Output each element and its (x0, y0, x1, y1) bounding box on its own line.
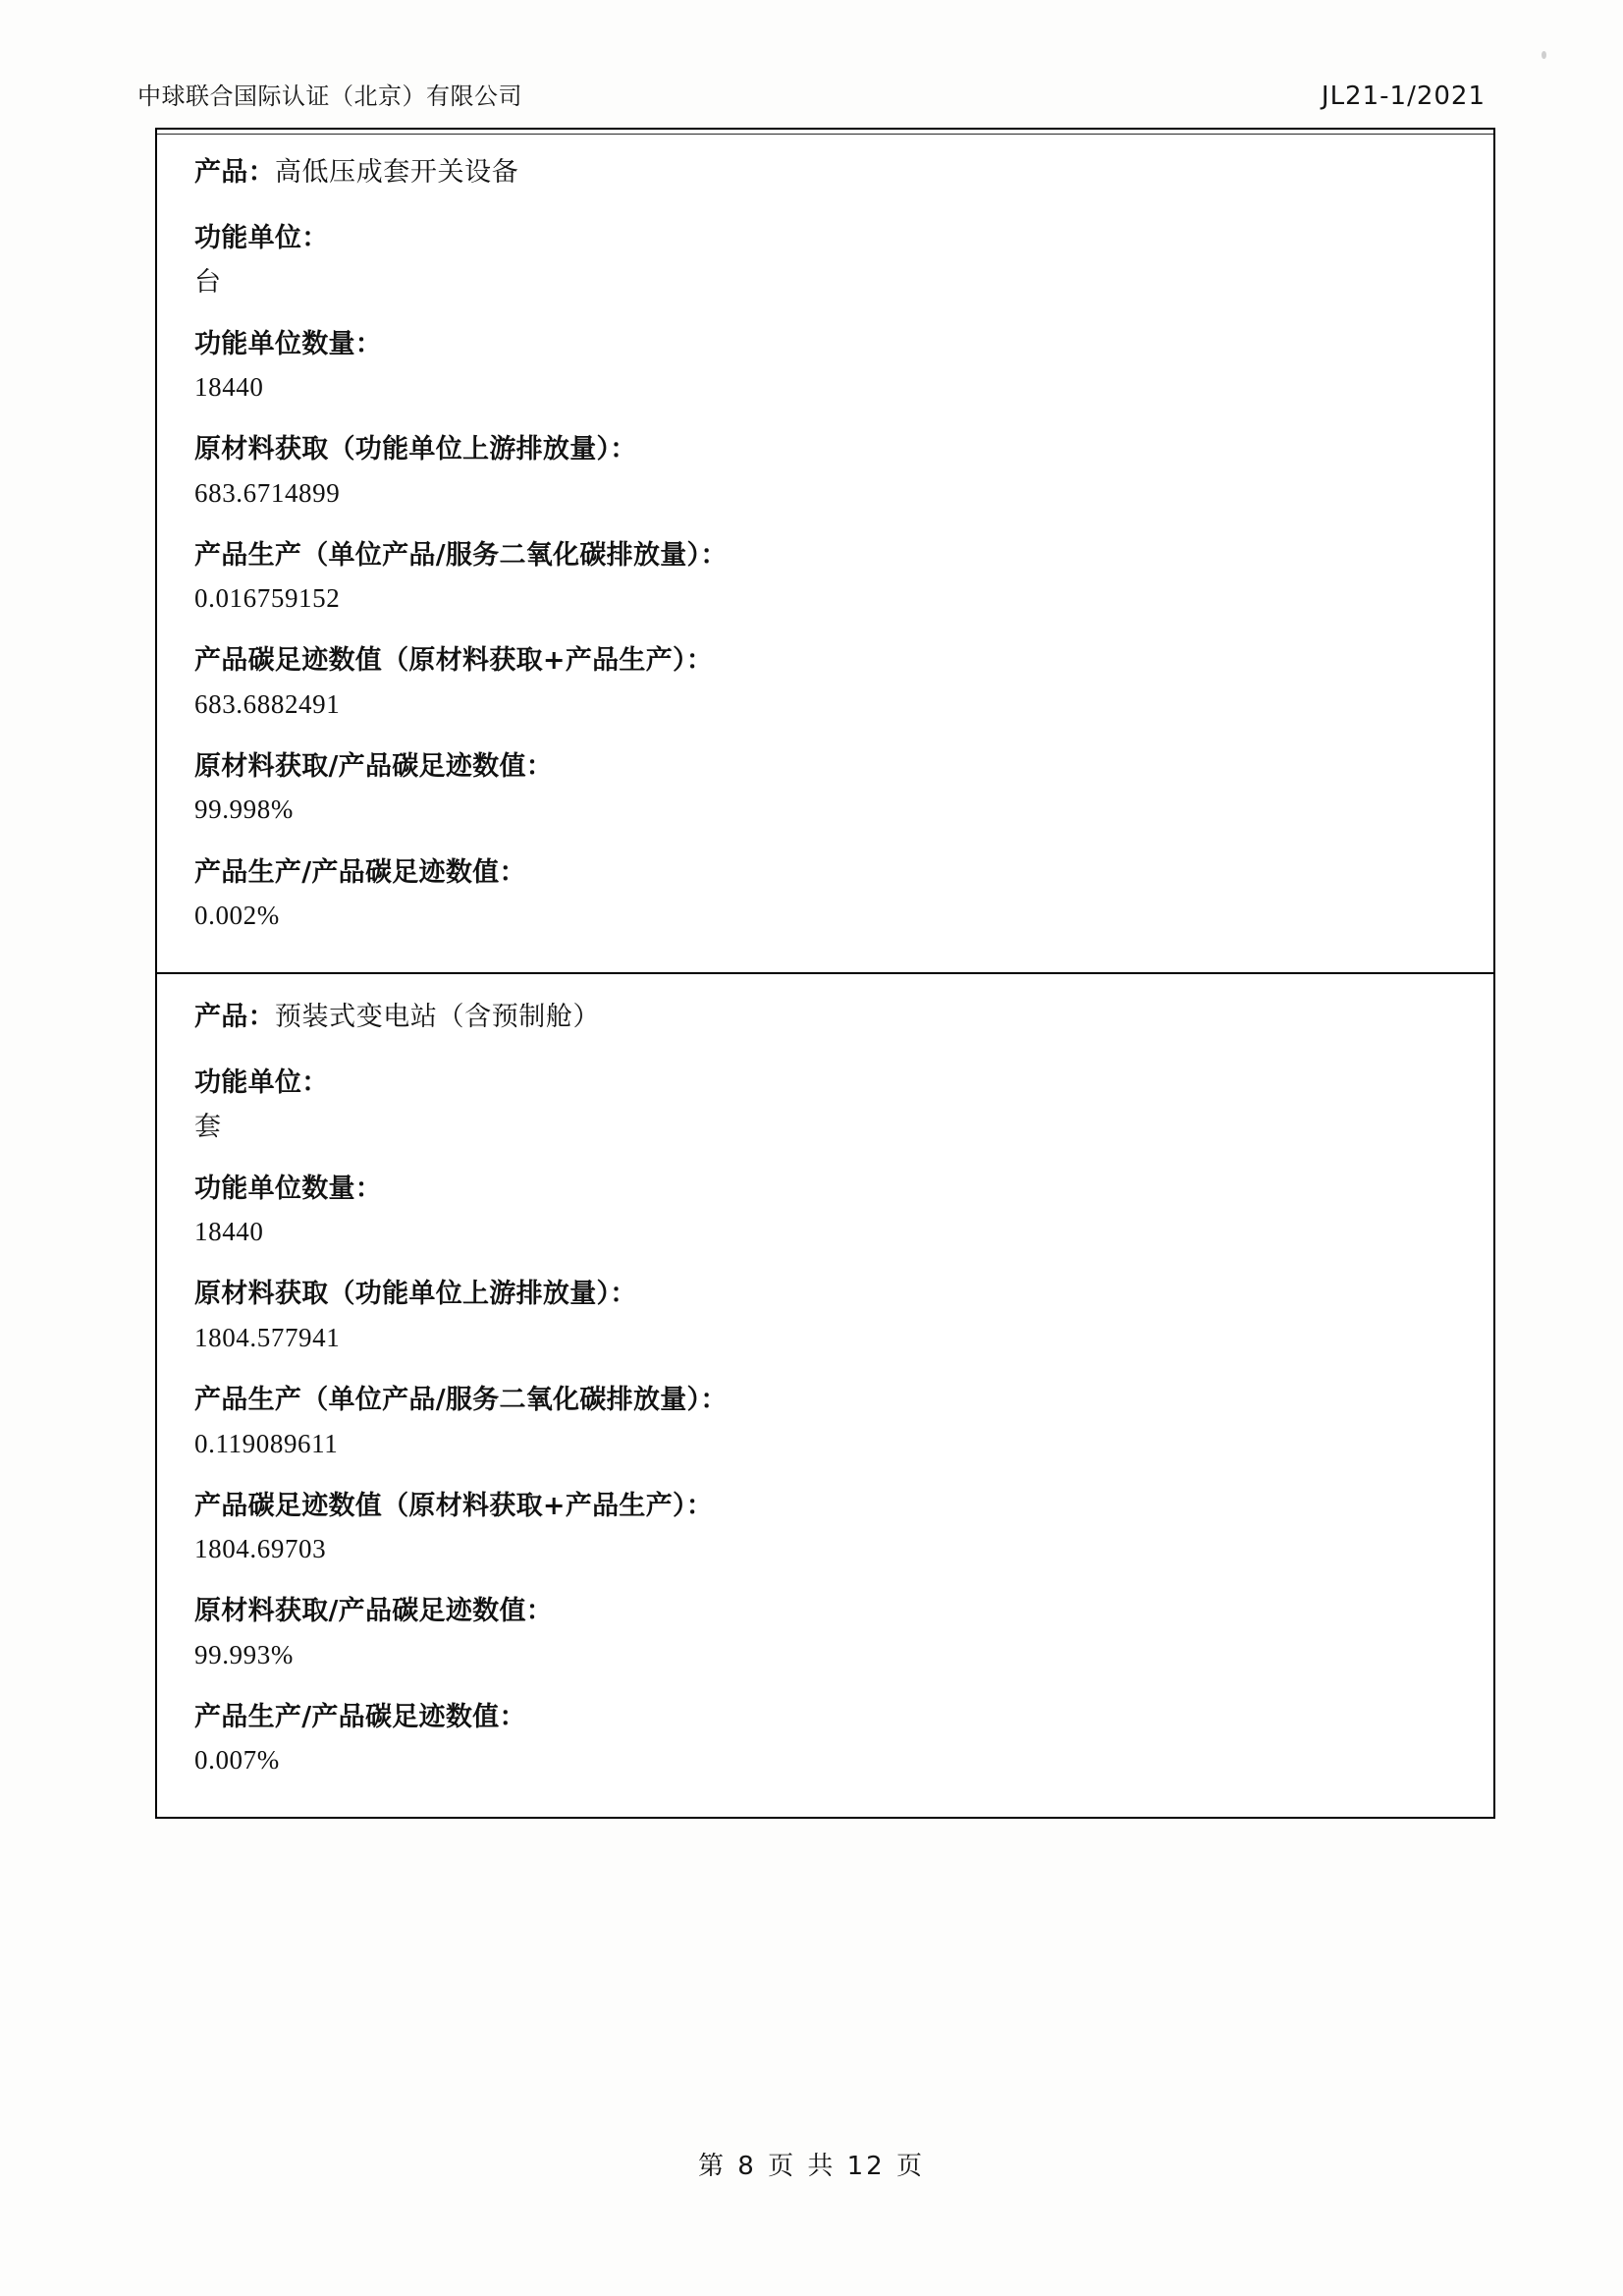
field-value: 0.016759152 (194, 583, 341, 614)
field-label: 产品生产（单位产品/服务二氧化碳排放量）： (194, 1385, 728, 1416)
field-label: 原材料获取/产品碳足迹数值： (194, 751, 554, 783)
product-value: 高低压成套开关设备 (274, 157, 519, 187)
field-value: 1804.69703 (194, 1534, 327, 1564)
product-value: 预装式变电站（含预制舱） (274, 1002, 601, 1032)
content-frame (155, 128, 1495, 1819)
field-label: 产品生产（单位产品/服务二氧化碳排放量）： (194, 539, 728, 571)
field-row (194, 221, 1456, 301)
field-row (194, 643, 1456, 724)
product-section-2 (157, 972, 1493, 1817)
page-header (137, 77, 1486, 111)
product-title-row (194, 998, 1456, 1036)
field-row (194, 1066, 1456, 1146)
field-value: 套 (194, 1111, 222, 1141)
field-value: 0.002% (194, 901, 280, 931)
field-label: 功能单位： (194, 223, 329, 254)
field-row (194, 855, 1456, 936)
field-label: 产品生产/产品碳足迹数值： (194, 1701, 526, 1732)
document-code: JL21-1/2021 (1321, 82, 1486, 111)
field-value: 1804.577941 (194, 1322, 341, 1352)
page-footer: 第 8 页 共 12 页 (698, 2152, 925, 2181)
field-label: 功能单位： (194, 1067, 329, 1099)
field-row (194, 432, 1456, 513)
field-label: 原材料获取（功能单位上游排放量）： (194, 1279, 637, 1310)
field-label: 产品生产/产品碳足迹数值： (194, 856, 526, 888)
product-label: 产品： (194, 157, 275, 188)
field-value: 台 (194, 266, 222, 297)
field-value: 18440 (194, 372, 264, 403)
field-value: 683.6714899 (194, 477, 341, 508)
field-value: 99.998% (194, 794, 294, 825)
product-label: 产品： (194, 1002, 275, 1033)
field-label: 产品碳足迹数值（原材料获取+产品生产）： (194, 1490, 714, 1521)
field-row (194, 1383, 1456, 1463)
field-row (194, 1700, 1456, 1780)
field-row (194, 749, 1456, 830)
organization-name: 中球联合国际认证（北京）有限公司 (137, 82, 522, 110)
field-label: 功能单位数量： (194, 1173, 383, 1204)
field-label: 原材料获取（功能单位上游排放量）： (194, 434, 637, 465)
field-row (194, 1489, 1456, 1569)
field-value: 18440 (194, 1217, 264, 1247)
field-value: 0.007% (194, 1745, 280, 1776)
field-row (194, 327, 1456, 408)
field-row (194, 1277, 1456, 1357)
field-label: 功能单位数量： (194, 328, 383, 359)
field-value: 683.6882491 (194, 688, 341, 719)
field-value: 0.119089611 (194, 1428, 339, 1458)
field-row (194, 1172, 1456, 1252)
scan-speck (1542, 51, 1546, 59)
field-row (194, 538, 1456, 619)
field-label: 原材料获取/产品碳足迹数值： (194, 1596, 554, 1627)
field-value: 99.993% (194, 1639, 294, 1669)
product-title-row (194, 153, 1456, 191)
field-label: 产品碳足迹数值（原材料获取+产品生产）： (194, 645, 714, 677)
product-section-1 (157, 130, 1493, 972)
field-row (194, 1594, 1456, 1674)
